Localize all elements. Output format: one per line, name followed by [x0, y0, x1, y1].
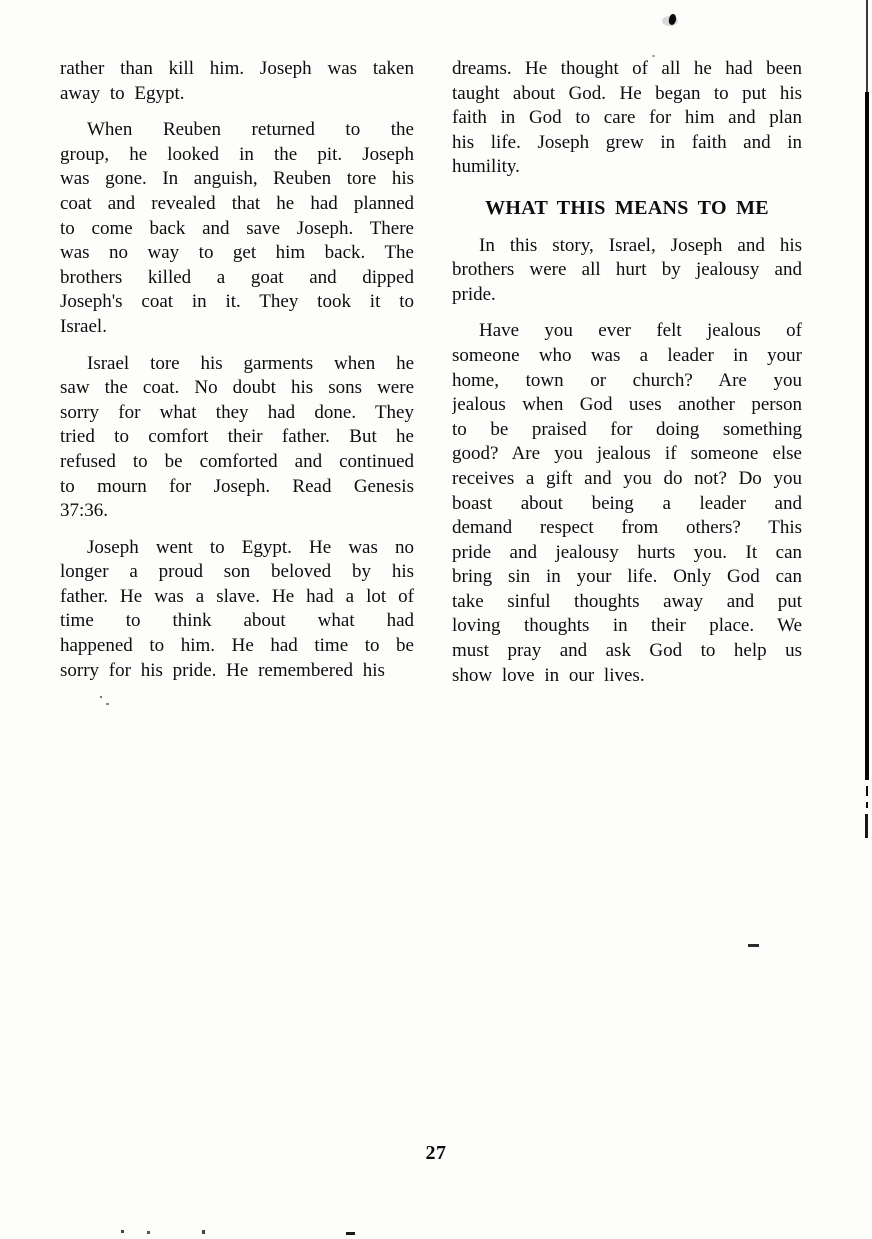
text-line: When Reuben returned to the [87, 119, 414, 141]
text-line: loving thoughts in their place. We [452, 615, 802, 637]
paragraph [60, 352, 414, 524]
text-line: sorry for what they had done. They [60, 401, 414, 423]
text-line: bring sin in your life. Only God can [452, 566, 802, 588]
text-line: coat and revealed that he had planned [60, 192, 414, 214]
text-line: Joseph's coat in it. They took it to [60, 291, 414, 313]
text-line: away to Egypt. [60, 82, 185, 104]
text-line: jealous when God uses another person [452, 394, 802, 416]
scan-edge-line-dash [866, 786, 868, 796]
text-line: home, town or church? Are you [452, 369, 802, 391]
text-column-left [60, 57, 414, 695]
scan-artifact-dot [202, 1230, 205, 1234]
text-line: saw the coat. No doubt his sons were [60, 377, 414, 399]
text-line: was no way to get him back. The [60, 242, 414, 264]
text-line: 37:36. [60, 500, 109, 522]
text-line: his life. Joseph grew in faith and in [452, 131, 802, 153]
text-line: tried to comfort their father. But he [60, 426, 414, 448]
text-line: receives a gift and you do not? Do you [452, 467, 802, 489]
text-line: humility. [452, 156, 520, 178]
text-line: show love in our lives. [452, 664, 645, 686]
text-line: pride and jealousy hurts you. It can [452, 541, 802, 563]
text-line: demand respect from others? This [452, 517, 802, 539]
paragraph [452, 234, 802, 308]
text-line: time to think about what had [60, 610, 414, 632]
paragraph [452, 57, 802, 180]
page-number: 27 [425, 1142, 447, 1164]
paragraph [60, 57, 414, 106]
text-line: Israel tore his garments when he [87, 352, 414, 374]
scan-artifact-dash [346, 1232, 355, 1235]
text-column-right [452, 57, 802, 700]
paragraph [60, 536, 414, 684]
text-line: sorry for his pride. He remembered his [60, 659, 385, 681]
scan-artifact-dot [652, 55, 655, 57]
scan-edge-line-dash [865, 814, 868, 838]
scan-artifact-dot [147, 1231, 150, 1234]
text-line: to mourn for Joseph. Read Genesis [60, 475, 414, 497]
text-line: good? Are you jealous if someone else [452, 443, 802, 465]
text-line: dreams. He thought of all he had been [452, 58, 802, 79]
text-line: pride. [452, 283, 496, 305]
text-line: was gone. In anguish, Reuben tore his [60, 168, 414, 190]
text-line: Joseph went to Egypt. He was no [87, 536, 414, 558]
scan-edge-line-dash [866, 802, 868, 808]
text-line: boast about being a leader and [452, 492, 802, 514]
text-line: In this story, Israel, Joseph and his [479, 234, 802, 256]
text-line: Have you ever felt jealous of [479, 320, 802, 342]
text-line: taught about God. He began to put his [452, 82, 802, 104]
text-line: must pray and ask God to help us [452, 640, 802, 662]
text-line: longer a proud son beloved by his [60, 561, 414, 583]
text-line: rather than kill him. Joseph was taken [60, 58, 414, 79]
scan-artifact-dash [748, 944, 759, 947]
scan-edge-line [866, 0, 868, 92]
scan-artifact-dot [100, 696, 102, 698]
text-line: father. He was a slave. He had a lot of [60, 585, 414, 607]
text-line: to be praised for doing something [452, 418, 802, 440]
text-line: group, he looked in the pit. Joseph [60, 143, 414, 165]
scan-artifact-dot [106, 703, 109, 705]
text-line: someone who was a leader in your [452, 344, 802, 366]
section-heading: WHAT THIS MEANS TO ME [485, 196, 769, 219]
text-line: faith in God to care for him and plan [452, 107, 802, 129]
text-line: brothers were all hurt by jealousy and [452, 259, 802, 281]
scan-artifact-dot [121, 1230, 124, 1233]
scan-edge-line [865, 92, 869, 780]
text-line: happened to him. He had time to be [60, 635, 414, 657]
text-line: refused to be comforted and continued [60, 450, 414, 472]
text-line: take sinful thoughts away and put [452, 590, 802, 612]
text-line: to come back and save Joseph. There [60, 217, 414, 239]
text-line: Israel. [60, 315, 107, 337]
text-line: brothers killed a goat and dipped [60, 266, 414, 288]
paragraph [452, 319, 802, 688]
paragraph [60, 118, 414, 339]
